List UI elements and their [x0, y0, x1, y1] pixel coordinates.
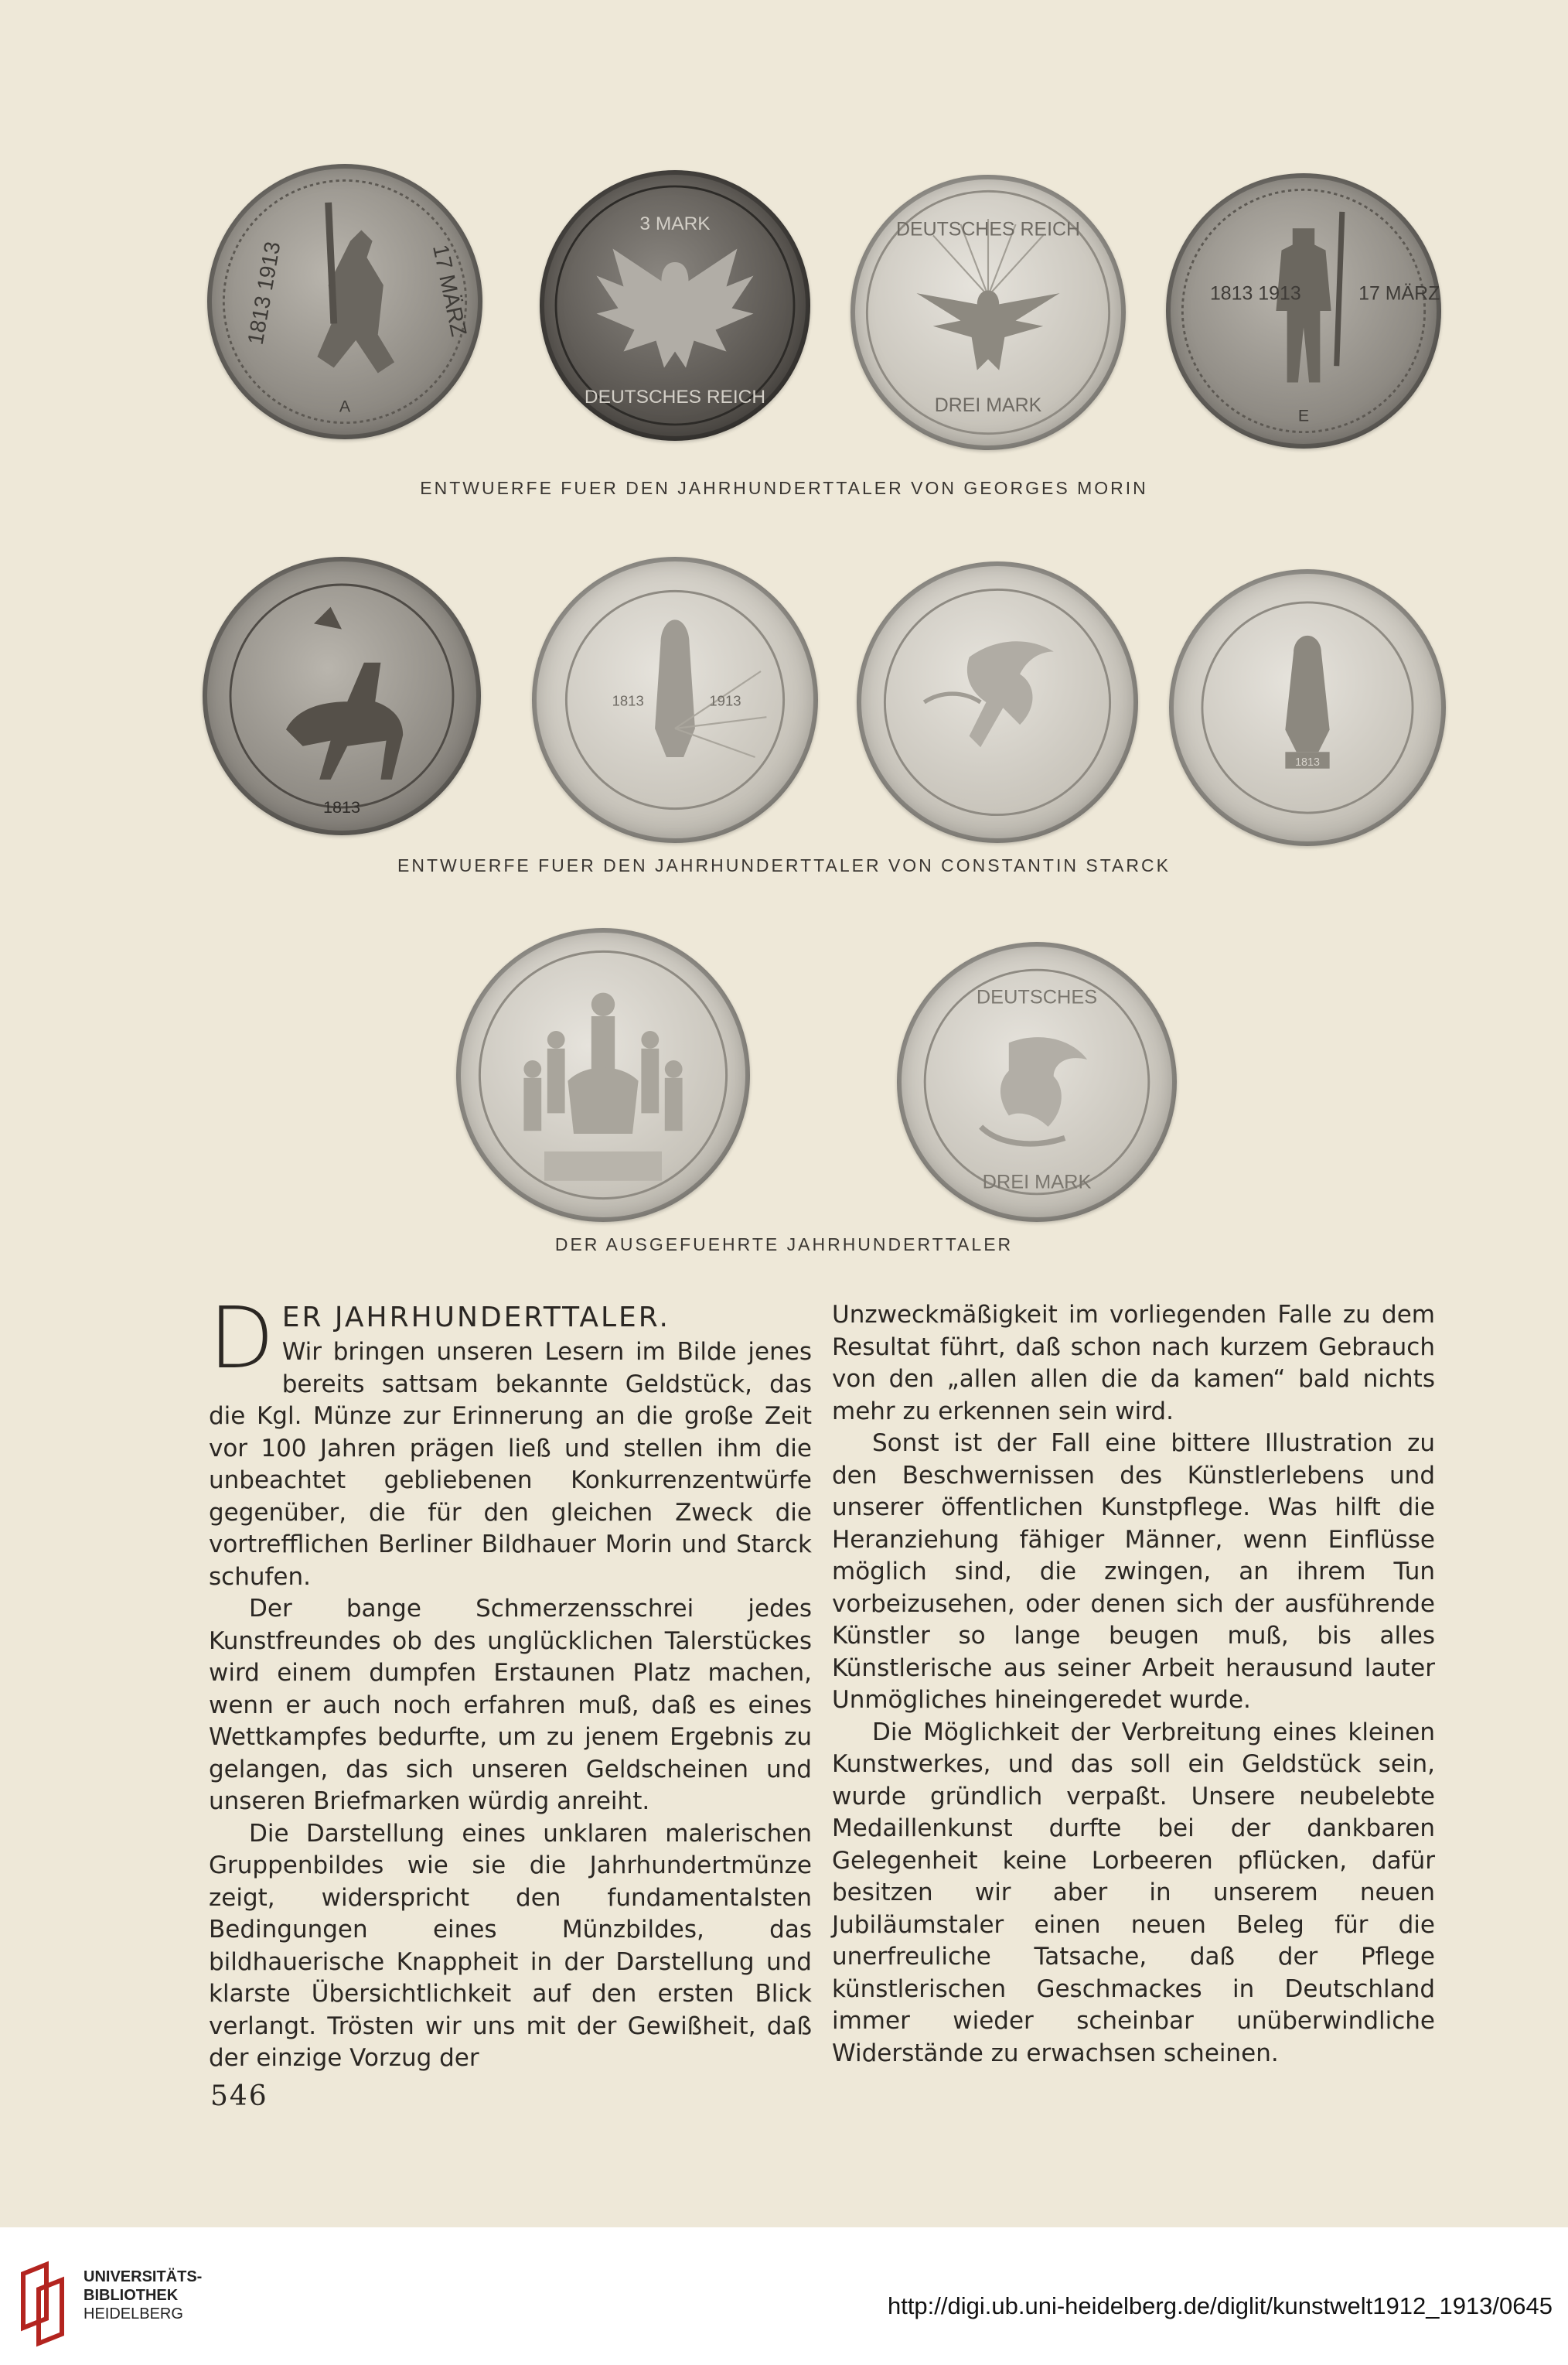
library-name	[84, 2268, 202, 2323]
library-name-line: BIBLIOTHEK	[84, 2287, 179, 2304]
coin-text: 1813	[322, 797, 361, 817]
coin-text: DEUTSCHES REICH	[584, 387, 766, 408]
caption-final: DER AUSGEFUEHRTE JAHRHUNDERTTALER	[554, 1234, 1014, 1254]
coin-text: 17 MÄRZ	[428, 242, 472, 339]
coin-starck-1	[203, 557, 481, 835]
coin-text: 1813 1913	[243, 240, 286, 347]
eagle-icon	[850, 175, 1126, 450]
standing-soldier-icon	[1166, 173, 1441, 449]
coin-text: DREI MARK	[934, 394, 1042, 417]
coin-text: DEUTSCHES	[976, 986, 1098, 1008]
coin-text: 3 MARK	[639, 213, 711, 234]
coin-morin-1	[207, 164, 482, 439]
coin-text: 1813	[1295, 756, 1320, 770]
coin-starck-4	[1169, 569, 1446, 846]
coin-text: DEUTSCHES REICH	[895, 218, 1081, 241]
library-logo-icon	[15, 2258, 70, 2351]
dropcap: D	[209, 1288, 274, 1387]
eagle-icon	[540, 170, 810, 441]
article-paragraph: Wir bringen unseren Lesern im Bilde jenes bereits sattsam bekannte Geldstück, das die Kgl. Münze zur Erinnerung an die große Zeit vor 100 Jahren prägen ließ und stellen ihm die unbeachtet gebliebenen Konkurrenzentwürfe gegenüber, die für den gleichen Zweck die vortrefflichen Berliner Bildhauer Morin und Starck schufen.	[209, 1338, 812, 1591]
coin-morin-3	[850, 175, 1126, 450]
article-heading: ER JAHRHUNDERTTALER.	[281, 1302, 670, 1333]
caption-morin: ENTWUERFE FUER DEN JAHRHUNDERTTALER VON GEORGES MORIN	[420, 478, 1148, 498]
article-paragraph: Der bange Schmerzensschrei jedes Kunstfreundes ob des unglücklichen Talerstückes wird einem dumpfen Erstaunen Platz machen, wenn er auch noch erfahren muß, daß es eines Wettkampfes bedurfte, um zu jenem Ergebnis zu gelangen, das sich unseren Geldscheinen und unseren Briefmarken würdig anreiht.	[209, 1595, 812, 1815]
library-name-line: HEIDELBERG	[84, 2305, 183, 2322]
coin-text: 17 MÄRZ	[1358, 282, 1440, 305]
eagle-icon	[897, 942, 1177, 1222]
article-paragraph: Die Darstellung eines unklaren malerischen Gruppenbildes wie sie die Jahrhundertmünze zeigt, widerspricht den fundamentalsten Bedingungen eines Münzbildes, das bildhauerische Knappheit in der Darstellung und klarste Übersichtlichkeit auf den ersten Blick verlangt. Trösten wir uns mit der Gewißheit, daß der einzige Vorzug der	[209, 1819, 812, 2072]
group-icon	[456, 928, 750, 1222]
coin-starck-2	[532, 557, 818, 843]
article-paragraph: Sonst ist der Fall eine bittere Illustration zu den Beschwernissen des Künstlerlebens und unserer öffentlichen Kunstpflege. Was hilft die Heranziehung fähiger Männer, wenn Einflüsse möglich sind, die zwingen, an ihrem Tun vorbeizusehen, oder denen sich der ausführende Künstler so lange beugen muß, bis alles Künstlerische aus seiner Arbeit herausund lauter Unmögliches hineingeredet wurde.	[832, 1429, 1435, 1714]
coin-final-2	[897, 942, 1177, 1222]
coin-text: E	[1297, 406, 1310, 425]
coin-morin-2	[540, 170, 810, 441]
caption-starck: ENTWUERFE FUER DEN JAHRHUNDERTTALER VON CONSTANTIN STARCK	[397, 855, 1171, 875]
coin-text: 1813	[612, 692, 644, 709]
coin-text: A	[339, 397, 351, 416]
article-left-column	[209, 1288, 812, 2075]
coin-morin-4	[1166, 173, 1441, 449]
coin-text: 1913	[709, 692, 741, 709]
article-paragraph: Unzweckmäßigkeit im vorliegenden Falle zu dem Resultat führt, daß schon nach kurzem Gebrauch von den „allen allen die da kamen“ bald nichts mehr zu erkennen sein wird.	[832, 1301, 1435, 1425]
source-url[interactable]: http://digi.ub.uni-heidelberg.de/diglit/kunstwelt1912_1913/0645	[887, 2292, 1553, 2319]
article-paragraph: Die Möglichkeit der Verbreitung eines kleinen Kunstwerkes, und das soll ein Geldstück sein, wurde gründlich verpaßt. Unsere neubelebte Medaillenkunst durfte bei der dankbaren Gelegenheit keine Lorbeeren pflücken, dafür besitzen wir aber in unserem neuen Jubiläumstaler einen neuen Beleg für die unerfreuliche Tatsache, daß der Pflege künstlerischen Geschmackes in Deutschland immer wieder scheinbar unüberwindliche Widerstände zu erwachsen scheinen.	[832, 1718, 1435, 2067]
article-right-column	[832, 1299, 1435, 2070]
coin-final-1	[456, 928, 750, 1222]
kneeling-figure-icon	[207, 164, 482, 439]
angel-icon	[857, 561, 1138, 843]
eagle-icon	[1169, 569, 1446, 846]
coin-text: DREI MARK	[982, 1171, 1092, 1193]
page-number: 546	[210, 2080, 268, 2112]
rider-icon	[203, 557, 481, 835]
eagle-icon	[532, 557, 818, 843]
library-name-line: UNIVERSITÄTS-	[84, 2268, 203, 2285]
coin-text: 1813 1913	[1209, 282, 1301, 305]
coin-starck-3	[857, 561, 1138, 843]
